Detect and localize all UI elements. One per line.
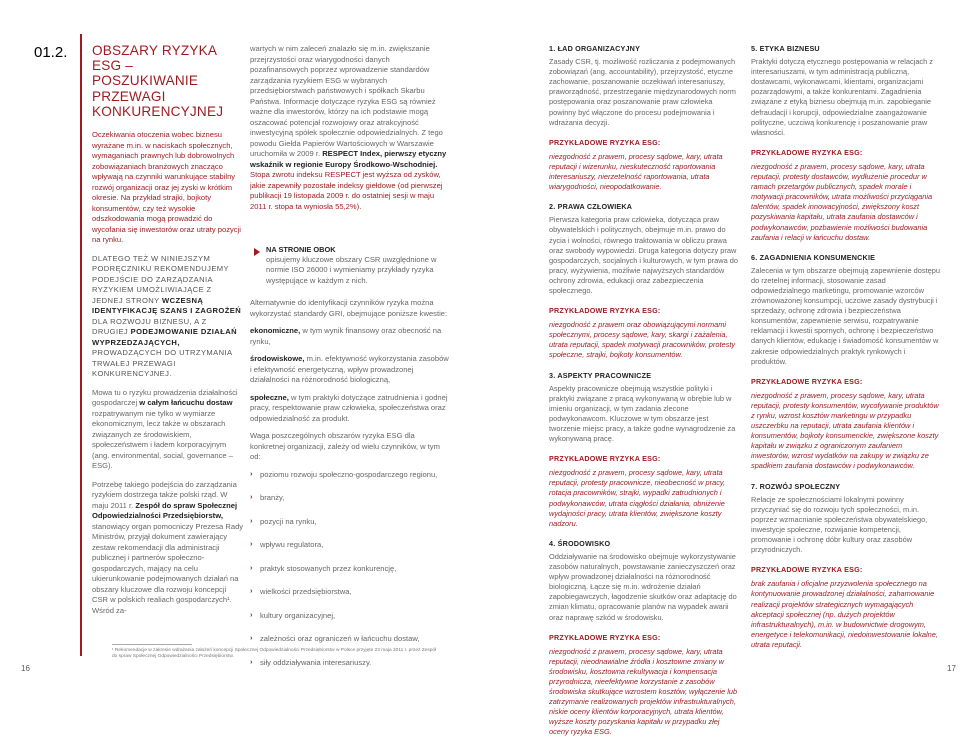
respect-bold: RESPECT Index, pierwszy etyczny wskaźnik w regionie Europy Środkowo-Wschodniej. — [250, 149, 447, 169]
environmental-paragraph — [250, 354, 450, 386]
factor-item: › siły oddziaływania interesariuszy. — [250, 658, 450, 669]
section-2-title: 2. PRAWA CZŁOWIEKA — [549, 202, 633, 212]
recommendation-text-c: DLA ROZWOJU BIZNESU, A Z DRUGIEJ — [92, 316, 207, 336]
environmental-bold: środowiskowe, — [250, 354, 305, 363]
callout-title: NA STRONIE OBOK — [266, 245, 336, 254]
intro-paragraph: Oczekiwania otoczenia wobec biznesu wyrażane m.in. w naciskach społecznych, wymaganiach prawnych lub dobrowolnych zobowiązaniach branżowych znacząco wpływają na czynniki warunkujące stabilny rozwój organizacji oraz jej zyski w krótkim okresie. Na przykład strajki, bojkoty konsumentów, czy też wysokie odszkodowania mogą prowadzić do wycofania się inwestorów oraz utraty pozycji na rynku. — [92, 130, 241, 244]
section-3-title: 3. ASPEKTY PRACOWNICZE — [549, 370, 652, 380]
supply-chain-paragraph — [92, 388, 244, 472]
page-title: OBSZARY RYZYKA ESG – POSZUKIWANIE PRZEWAGI KONKURENCYJNEJ — [92, 43, 224, 119]
factor-item: › kultury organizacyjnej, — [250, 611, 450, 622]
social-paragraph — [250, 393, 450, 425]
column-2 — [250, 44, 450, 219]
vertical-divider — [80, 34, 82, 656]
section-7-title: 7. ROZWÓJ SPOŁECZNY — [751, 481, 841, 491]
section-6-examples-label: PRZYKŁADOWE RYZYKA ESG: — [751, 376, 863, 386]
social-text: w tym praktyki dotyczące zatrudnienia i godnej pracy, respektowanie praw człowieka, społeczeństwa oraz odpowiedzialność za produkt. — [250, 392, 448, 423]
footnote-rule — [112, 644, 192, 645]
section-1-text: Zasady CSR, tj. możliwość rozliczania z podejmowanych zobowiązań (ang. accountability), przejrzystość, etyczne zachowanie, poszanowanie oczekiwań interesariuszy, praworządność, przestrzeganie międzynarodowych norm postępowania oraz poszanowanie praw człowieka powinny być włączone do procesu podejmowania i wdrażania decyzji. — [549, 57, 736, 127]
respect-end: Stopa zwrotu indeksu RESPECT jest wyższa od zysków, jakie zapewniły pozostałe indeksy giełdowe (od pierwszej publikacji 19 listopada 2009 r. do ostatniej sesji w maju 2011 r. stopa ta wyniosła 55,2%). — [250, 170, 443, 211]
section-6-title: 6. ZAGADNIENIA KONSUMENCKIE — [751, 252, 876, 262]
callout-box — [266, 245, 456, 286]
section-7-examples-label: PRZYKŁADOWE RYZYKA ESG: — [751, 565, 863, 575]
column-4 — [751, 44, 941, 650]
government-bold: Zespół do spraw Społecznej Odpowiedzialności Przedsiębiorstw, — [92, 500, 238, 520]
section-2-examples-label: PRZYKŁADOWE RYZYKA ESG: — [549, 306, 661, 316]
supply-text-c: rozpatrywanym nie tylko w wymiarze ekonomicznym, lecz także w obszarach związanych ze środowiskiem, społeczeństwem i ładem korporacyjnym (ang. environmental, social, governance – ESG). — [92, 408, 233, 470]
column-1 — [92, 130, 244, 624]
triangle-icon — [254, 248, 260, 256]
factor-item: › wpływu regulatora, — [250, 540, 450, 551]
government-text-c: stanowiący organ pomocniczy Prezesa Rady Ministrów, przyjął dokument zawierający zestaw rekomendacji dla administracji publicznej i partnerów społeczno-gospodarczych, mający na celu ukierunkowanie podejmowanych działań na obszary kluczowe dla rozwoju koncepcji CSR w polskich realiach gospodarczych¹. Wśród za- — [92, 521, 244, 615]
social-bold: społeczne, — [250, 392, 289, 402]
section-number: 01.2. — [34, 44, 68, 61]
section-6-examples: niezgodność z prawem, procesy sądowe, kary, utrata reputacji, protesty konsumentów, wycofywanie produktów z rynku, wzrost kosztów marketingu w przypadku uszczerbku na reputacji, utrata zaufania klientów i konsumentów, bojkoty konsumenckie, zwiększone koszty kapitału w związku z ograniczonym zaufaniem inwestorów, wzrost wydatków na zakupy w związku ze spadkiem zaufania dostawców i podwykonawców. — [751, 390, 939, 471]
footnote: ¹ Rekomendacje w zakresie wdrażania założeń koncepcji Społecznej Odpowiedzialności Przedsiębiorstw w Polsce przyjęte 23 maja 2011 r. przez Zespół do spraw Społecznej Odpowiedzialności Przedsiębiorstw. — [112, 648, 437, 659]
factor-item: › zależności oraz ograniczeń w łańcuchu dostaw, — [250, 634, 450, 645]
recommendation-bold-d: PODEJMOWANIE DZIAŁAŃ WYPRZEDZAJĄCYCH, — [92, 327, 237, 347]
factor-item: › poziomu rozwoju społeczno-gospodarczego regionu, — [250, 470, 450, 481]
page-number-left: 16 — [21, 664, 30, 673]
callout-text: opisujemy kluczowe obszary CSR uwzględnione w normie ISO 26000 i wymieniamy przykłady ryzyka występujące w każdym z nich. — [266, 255, 437, 285]
economic-paragraph — [250, 326, 450, 347]
economic-bold: ekonomiczne, — [250, 326, 301, 335]
section-5-title: 5. ETYKA BIZNESU — [751, 44, 820, 53]
section-5-text: Praktyki dotyczą etycznego postępowania w relacjach z interesariuszami, w tym administracją publiczną, dostawcami, wykonawcami, klientami, organizacjami pozarządowymi, a także konkurentami. Zagadnienia związane z etyką biznesu obejmują m.in. zapobieganie defraudacji i korupcji, odpowiedzialne zaangażowanie polityczne, uczciwą konkurencję i poszanowanie praw własności. — [751, 57, 933, 137]
factors-intro: Waga poszczególnych obszarów ryzyka ESG dla konkretnej organizacji, zależy od wielu czynników, w tym od: — [250, 431, 440, 461]
section-2-examples: niezgodność z prawem oraz obowiązującymi normami społecznymi, procesy sądowe, kary, skargi i zażalenia, utrata reputacji, spadek motywacji pracowników, protesty społeczne, strajki, bojkoty konsumentów. — [549, 320, 736, 360]
supply-bold: w całym łańcuchu dostaw — [139, 398, 233, 407]
section-4-text: Oddziaływanie na środowisko obejmuje wykorzystywanie zasobów naturalnych, powstawanie zanieczyszczeń oraz wpływ prowadzonej działalności na różnorodność biologiczną. Łącze się m.in. wdrożenie działań zapobiegawczych, łagodzenie skutków oraz adaptację do zmian klimatu, opracowanie planów na wypadek awarii oraz naprawę szkód w środowisku. — [549, 551, 737, 622]
section-3-examples-label: PRZYKŁADOWE RYZYKA ESG: — [549, 454, 661, 464]
section-3-text: Aspekty pracownicze obejmują wszystkie polityki i praktyki związane z pracą wykonywaną w obrębie lub w imieniu organizacji, w tym zadania zlecone podwykonawcom. Kluczowe w tym obszarze jest tworzenie miejsc pracy, a także godne wynagrodzenie za wykonywaną pracę. — [549, 383, 736, 444]
factors-list — [250, 470, 450, 669]
section-4-examples: niezgodność z prawem, procesy sądowe, kary, utrata reputacji, nieodnawialne źródła i kosztowne zmiany w środowisku, kosztowna rekultywacja i kompensacja przyrodnicza, nieefektywne korzystanie z zasobów środowiska skutkujące wzrostem kosztów, wyłączenie lub zatrzymanie realizowanych projektów infrastrukturalnych, niskie oceny klientów korporacyjnych, utrata klientów, wyższe koszty pozyskania kapitału w przypadku złej oceny ryzyka ESG. — [549, 646, 738, 737]
supply-text-a: Mowa tu o ryzyku prowadzenia działalności gospodarczej — [92, 387, 238, 407]
factor-item: › wielkości przedsiębiorstwa, — [250, 587, 450, 598]
government-paragraph — [92, 480, 244, 617]
gri-paragraph: Alternatywnie do identyfikacji czynników ryzyka można wykorzystać standardy GRI, obejmujące poniższe kwestie: — [250, 298, 448, 318]
environmental-text: m.in. efektywność wykorzystania zasobów i efektywność energetyczną, wpływ prowadzonej działalności na różnorodność biologiczną, — [250, 354, 449, 384]
recommendation-bold-b: WCZESNĄ IDENTYFIKACJĘ SZANS I ZAGROŻEŃ — [92, 295, 242, 315]
section-3-examples: niezgodność z prawem, procesy sądowe, kary, utrata reputacji, protesty pracownicze, nieobecność w pracy, rotacja pracowników, strajki, wypadki zatrudnionych i podwykonawców, utrata ciągłości działania, obniżenie wydajności pracy, utrata klientów, zwiększone koszty nadzoru. — [549, 468, 726, 528]
column-2-lower — [250, 298, 450, 681]
economic-text: w tym wynik finansowy oraz obecność na rynku, — [250, 326, 442, 346]
respect-text: wartych w nim zaleceń znalazło się m.in. zwiększanie przejrzystości oraz wiarygodności danych pozafinansowych poprzez wprowadzenie standardów zarządzania ryzykiem ESG w wybranych przedsiębiorstwach państwowych i spółkach Skarbu Państwa. Informacje dotyczące ryzyka ESG są również ważne dla inwestorów, którzy na ich podstawie mogą oszacować potencjał rozwojowy oraz atrakcyjność inwestycyjną spółek społecznie odpowiedzialnych. Z tego powodu Giełda Papierów Wartościowych w Warszawie uruchomiła w 2009 r. — [250, 44, 443, 158]
government-text-a: Potrzebę takiego podejścia do zarządzania ryzykiem dostrzega także polski rząd. W maju 2011 r. — [92, 479, 237, 510]
recommendation-text-a: DLATEGO TEŻ W NINIEJSZYM PODRĘCZNIKU REKOMENDUJEMY PODEJŚCIE DO ZARZĄDZANIA RYZYKIEM UMOŻLIWIAJĄCE Z JEDNEJ STRONY — [92, 253, 229, 305]
recommendation-paragraph — [92, 254, 244, 380]
page-number-right: 17 — [947, 664, 956, 673]
factor-item: › praktyk stosowanych przez konkurencję, — [250, 564, 450, 575]
factor-item: › pozycji na rynku, — [250, 517, 450, 528]
section-5-examples: niezgodność z prawem, procesy sądowe, kary, utrata reputacji, protesty dostawców, wydłużenie procedur w ramach przetargów publicznych, spadek morale i motywacji pracowników, utrata możliwości przyciągania talentów, spadek innowacyjności, zwiększony koszt pozyskiwania kapitału, utrata zaufania dostawców i podwykonawców, pozbawienie możliwości budowania zaufania i relacji w łańcuchu dostaw. — [751, 161, 933, 242]
section-1-examples: niezgodność z prawem, procesy sądowe, kary, utrata reputacji i wizerunku, nieskuteczność raportowania interesariuszy, nierzetelność raportowania, utrata wiarygodności, nieopodatkowanie. — [549, 151, 723, 192]
section-2-text: Pierwsza kategoria praw człowieka, dotycząca praw obywatelskich i politycznych, obejmuje m.in. prawo do życia i wolności, równego traktowania w obliczu prawa oraz swobody wypowiedzi. Druga kategoria dotyczy praw gospodarczych, socjalnych i kulturowych, w tym prawa do pracy, wyżywienia, możliwie najwyższych standardów ochrony zdrowia, edukacji oraz zabezpieczenia społecznego. — [549, 215, 738, 295]
section-7-text: Relacje ze społecznościami lokalnymi powinny przyczyniać się do rozwoju tych społeczności, m.in. poprzez wzmacnianie społeczeństwa obywatelskiego, inwestycje społeczne, rozwijanie kompetencji, promowanie i ochronę dóbr kultury oraz zasobów przyrodniczych. — [751, 494, 928, 555]
section-4-title: 4. ŚRODOWISKO — [549, 538, 611, 548]
respect-paragraph — [250, 44, 450, 212]
column-3 — [549, 44, 739, 738]
section-1-examples-label: PRZYKŁADOWE RYZYKA ESG: — [549, 137, 661, 147]
section-7-examples: brak zaufania i oficjalne przyzwolenia społecznego na kontynuowanie prowadzonej działalności, zahamowanie realizacji projektów strategicznych wymagających akceptacji społecznej (np. dużych projektów infrastrukturalnych), m.in. w budownictwie drogowym, energetyce i telekomunikacji, niedoinwestowanie lokalne, utrata reputacji. — [751, 579, 938, 649]
recommendation-text-e: PROWADZĄCYCH DO UTRZYMANIA TRWAŁEJ PRZEWAGI KONKURENCYJNEJ. — [92, 348, 233, 378]
factor-item: › branży, — [250, 493, 450, 504]
section-1-title: 1. ŁAD ORGANIZACYJNY — [549, 44, 641, 53]
section-5-examples-label: PRZYKŁADOWE RYZYKA ESG: — [751, 147, 863, 157]
section-6-text: Zalecenia w tym obszarze obejmują zapewnienie dostępu do rzetelnej informacji, stosowanie zasad odpowiedzialnego marketingu, promowanie wzorców zrównoważonej konsumpcji, uczciwe zasady dystrybucji i sprzedaży, ochronę zdrowia i bezpieczeństwa konsumentów, zapewnienie serwisu, rozpatrywanie reklamacji i kwestii spornych, ochronę i bezpieczeństwo danych klientów, edukację i świadomość konsumentów w zakresie odpowiedzialnych praktyk rynkowych i produktów. — [751, 265, 940, 366]
section-4-examples-label: PRZYKŁADOWE RYZYKA ESG: — [549, 632, 661, 642]
